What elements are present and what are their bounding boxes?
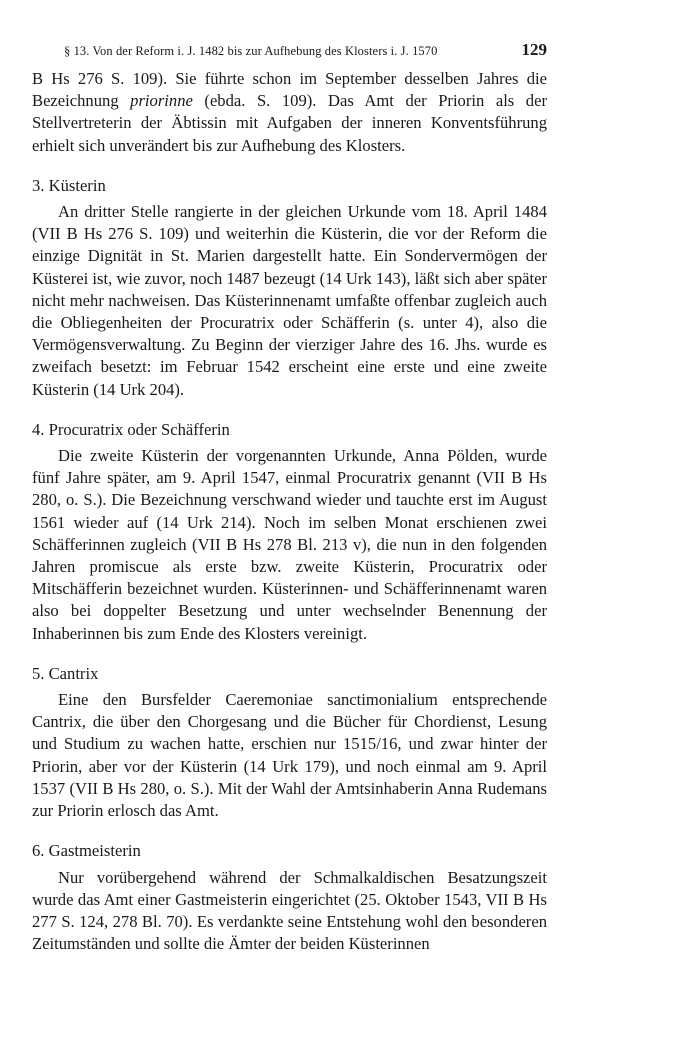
intro-text-part1: B Hs 276 S. 109). Sie führte schon im September desselben Jahres die Bezeichnung: [32, 69, 547, 111]
page: [32, 40, 547, 955]
section-heading-kuesterin: 3. Küsterin: [32, 175, 106, 195]
running-head-title: § 13. Von der Reform i. J. 1482 bis zur Aufhebung des Klosters i. J. 1570: [64, 44, 438, 58]
running-head: [32, 40, 547, 64]
section-text-gastmeisterin: Nur vorübergehend während der Schmalkaldischen Besatzungszeit wurde das Amt einer Gastmeisterin eingerichtet (25. Oktober 1543, VII B Hs 277 S. 124, 278 Bl. 70). Es verdankte seine Entstehung wohl den besonderen Zeitumständen und sollte die Ämter der beiden Küsterinnen: [32, 867, 547, 954]
section-heading-procuratrix: 4. Procuratrix oder Schäfferin: [32, 419, 230, 439]
page-number: 129: [521, 40, 547, 59]
section-text-cantrix: Eine den Bursfelder Caeremoniae sanctimonialium entsprechende Cantrix, die über den Chorgesang und die Bücher für Chordienst, Lesung und Studium zu wachen hatte, erschien nur 1515/16, und zwar hinter der Priorin, aber vor der Küsterin (14 Urk 179), und noch einmal am 9. April 1537 (VII B Hs 280, o. S.). Mit der Wahl der Amtsinhaberin Anna Rudemans zur Priorin erlosch das Amt.: [32, 690, 547, 821]
intro-italic-term: priorinne: [130, 91, 193, 111]
section-heading-cantrix: 5. Cantrix: [32, 663, 99, 683]
section-text-procuratrix: Die zweite Küsterin der vorgenannten Urkunde, Anna Pölden, wurde fünf Jahre später, am 9. April 1547, einmal Procuratrix genannt (VII B Hs 280, o. S.). Die Bezeichnung verschwand wieder und tauchte erst im August 1561 wieder auf (14 Urk 214). Noch im selben Monat erschienen zwei Schäfferinnen zugleich (VII B Hs 278 Bl. 213 v), die nun in den folgenden Jahren promiscue als erste bzw. zweite Küsterin, Procuratrix oder Mitschäfferin bezeichnet wurden. Küsterinnen- und Schäfferinnenamt waren also bei doppelter Besetzung und unter wechselnder Benennung der Inhaberinnen bis zum Ende des Klosters vereinigt.: [32, 446, 547, 643]
section-text-kuesterin: An dritter Stelle rangierte in der gleichen Urkunde vom 18. April 1484 (VII B Hs 276 S. 109) und weiterhin die Küsterin, die vor der Reform die einzige Dignität in St. Marien dargestellt hatte. Ein Sondervermögen der Küsterei ist, wie zuvor, noch 1487 bezeugt (14 Urk 143), läßt sich aber später nicht mehr nachweisen. Das Küsterinnenamt umfaßte offenbar zugleich auch die Obliegenheiten der Procuratrix oder Schäfferin (s. unter 4), also die Vermögensverwaltung. Zu Beginn der vierziger Jahre des 16. Jhs. wurde es zweifach besetzt: im Februar 1542 erscheint eine erste und eine zweite Küsterin (14 Urk 204).: [32, 202, 547, 399]
section-heading-gastmeisterin: 6. Gastmeisterin: [32, 841, 141, 861]
intro-paragraph: [32, 68, 547, 157]
intro-text-part2: (ebda. S. 109). Das Amt der Priorin als der Stellvertreterin der Äbtissin mit Aufgaben der inneren Konventsführung erhielt sich unverändert bis zur Aufhebung des Klosters.: [32, 91, 547, 155]
